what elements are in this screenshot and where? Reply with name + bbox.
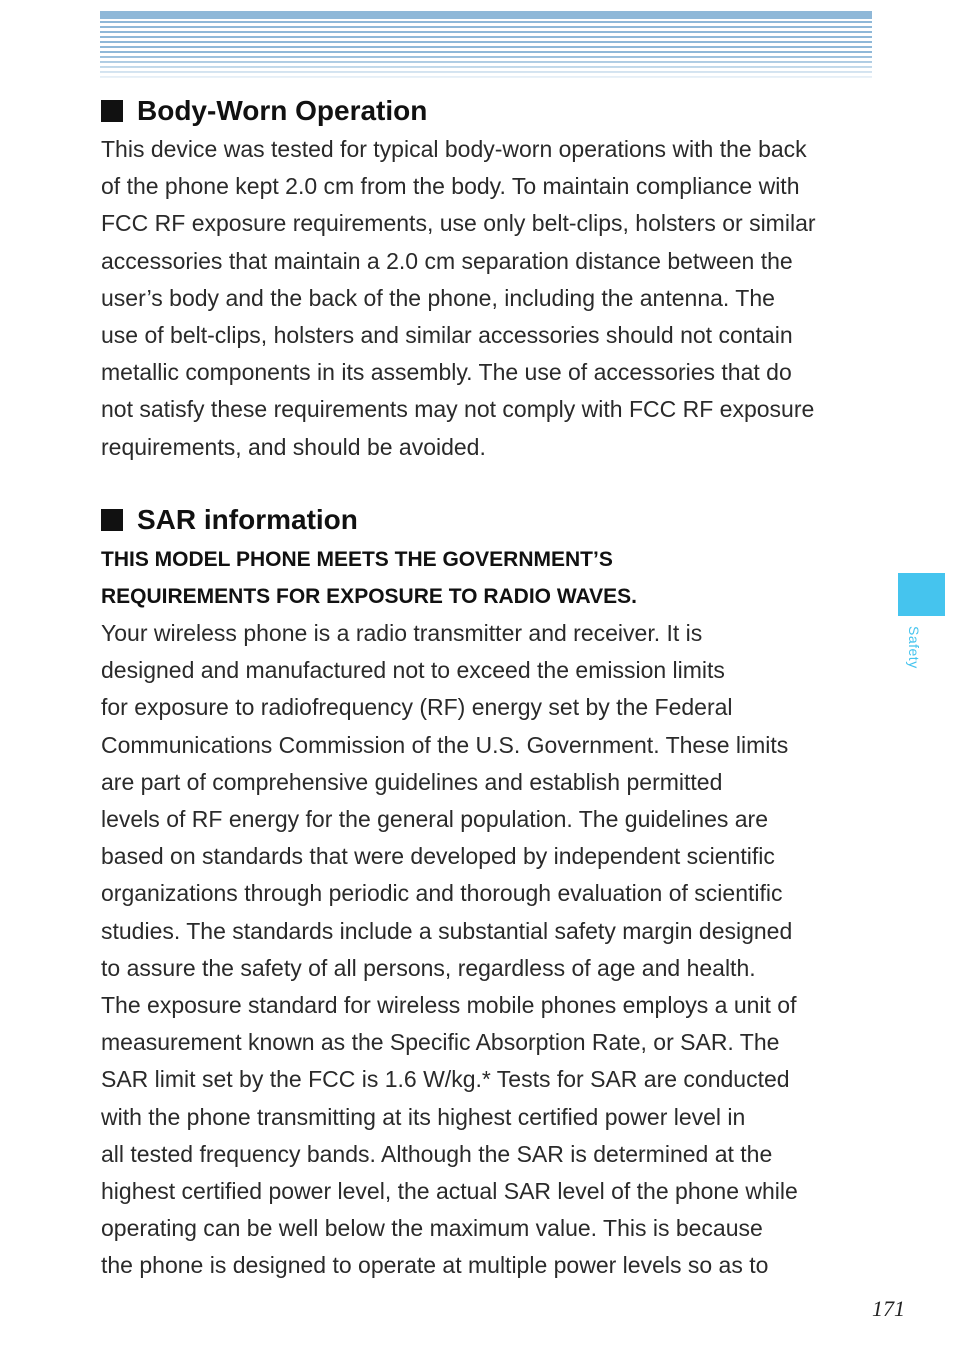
paragraph-line: This device was tested for typical body-worn operations with the back [101,136,807,162]
paragraph-line: Communications Commission of the U.S. Government. These limits [101,731,789,758]
section-heading-sar [101,503,358,537]
paragraph-line: the phone is designed to operate at multiple power levels so as to [101,1252,769,1279]
paragraph-line: organizations through periodic and thorough evaluation of scientific [101,880,783,907]
paragraph-line: studies. The standards include a substantial safety margin designed [101,917,793,944]
paragraph-line: all tested frequency bands. Although the SAR is determined at the [101,1140,773,1167]
page-number: 171 [872,1296,905,1321]
paragraph-line: metallic components in its assembly. The use of accessories that do [101,359,792,386]
paragraph-line: for exposure to radiofrequency (RF) energy set by the Federal [101,694,733,721]
paragraph-line: operating can be well below the maximum value. This is because [101,1215,763,1242]
paragraph-line: of the phone kept 2.0 cm from the body. To maintain compliance with [101,173,800,200]
paragraph-line: user’s body and the back of the phone, including the antenna. The [101,284,775,311]
paragraph-line: designed and manufactured not to exceed the emission limits [101,657,725,684]
square-bullet-icon [101,509,123,531]
paragraph-line: to assure the safety of all persons, regardless of age and health. [101,954,756,981]
paragraph-line: use of belt-clips, holsters and similar accessories should not contain [101,322,793,349]
body-worn-paragraph [101,131,871,466]
sar-paragraph [101,615,871,1285]
sar-caps-statement [101,541,871,615]
header-decoration-band [100,11,872,79]
chapter-side-label: Safety [906,626,922,669]
section-heading-body-worn [101,94,427,128]
chapter-side-tab [898,573,945,616]
paragraph-line: measurement known as the Specific Absorption Rate, or SAR. The [101,1029,780,1056]
square-bullet-icon [101,100,123,122]
paragraph-line: FCC RF exposure requirements, use only belt-clips, holsters or similar [101,210,816,237]
paragraph-line: with the phone transmitting at its highest certified power level in [101,1103,746,1130]
paragraph-line: levels of RF energy for the general population. The guidelines are [101,806,768,833]
paragraph-line: Your wireless phone is a radio transmitter and receiver. It is [101,620,703,646]
paragraph-line: SAR limit set by the FCC is 1.6 W/kg.* Tests for SAR are conducted [101,1066,790,1093]
paragraph-line: highest certified power level, the actual SAR level of the phone while [101,1178,798,1205]
caps-line: REQUIREMENTS FOR EXPOSURE TO RADIO WAVES. [101,585,637,608]
paragraph-line: based on standards that were developed by independent scientific [101,843,775,870]
section-heading-text: SAR information [137,504,358,535]
paragraph-line: requirements, and should be avoided. [101,433,486,460]
paragraph-line: accessories that maintain a 2.0 cm separation distance between the [101,247,793,274]
caps-line: THIS MODEL PHONE MEETS THE GOVERNMENT’S [101,548,613,571]
paragraph-line: are part of comprehensive guidelines and establish permitted [101,768,723,795]
paragraph-line: The exposure standard for wireless mobile phones employs a unit of [101,992,797,1019]
paragraph-line: not satisfy these requirements may not comply with FCC RF exposure [101,396,815,423]
section-heading-text: Body-Worn Operation [137,95,428,126]
